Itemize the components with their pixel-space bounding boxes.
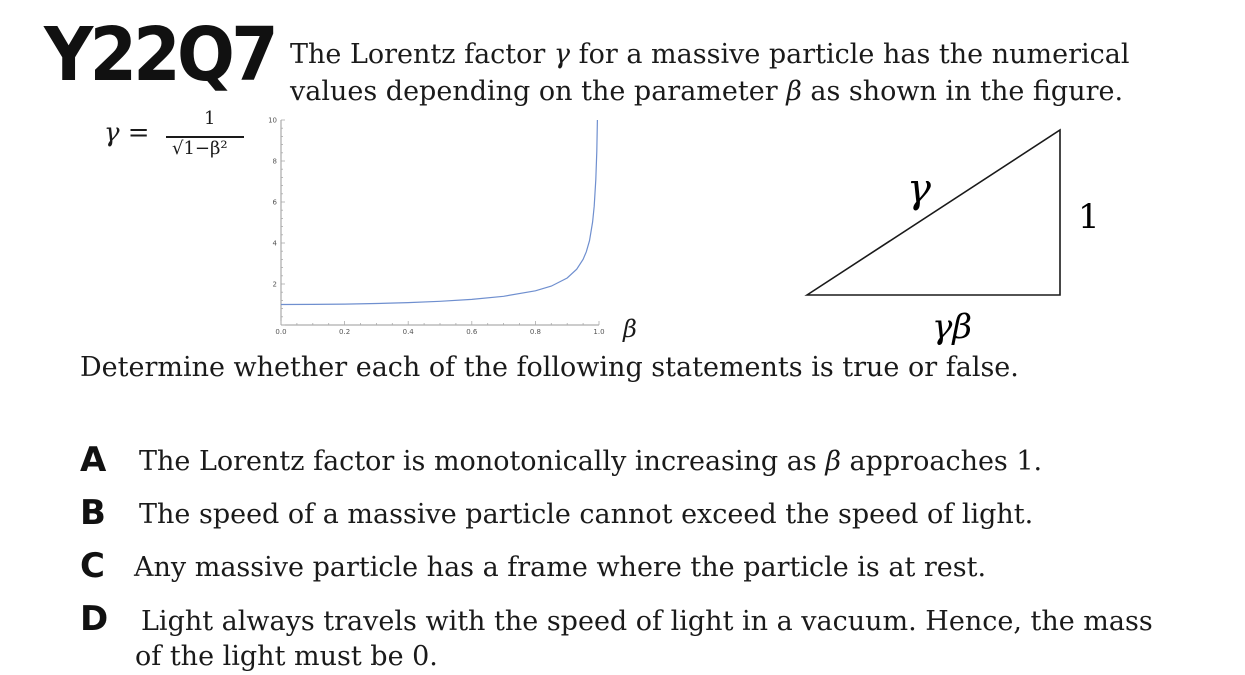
lorentz-curve <box>281 120 597 305</box>
formula-lhs: γ = <box>104 118 150 148</box>
formula-numerator: 1 <box>204 108 216 129</box>
intro-text-3: as shown in the figure. <box>801 76 1124 107</box>
option-a-text-1: The Lorentz factor is monotonically increasing as <box>139 446 826 477</box>
option-c-letter: C <box>80 546 105 586</box>
option-b <box>80 495 106 534</box>
lorentz-formula <box>104 108 254 170</box>
option-a-text <box>139 443 1042 480</box>
option-c-text: Any massive particle has a frame where the particle is at rest. <box>134 552 987 583</box>
option-d-line1: Light always travels with the speed of light in a vacuum. Hence, the mass <box>141 606 1153 637</box>
option-d <box>80 601 108 640</box>
y-tick-label: 4 <box>272 239 277 248</box>
option-b-text: The speed of a massive particle cannot exceed the speed of light. <box>139 499 1034 530</box>
beta-symbol: β <box>786 76 802 107</box>
x-axis-label: β <box>623 315 637 343</box>
instruction-text: Determine whether each of the following statements is true or false. <box>80 352 1019 383</box>
triangle-hypotenuse-label: γ <box>907 166 931 212</box>
option-d-line2: of the light must be 0. <box>135 641 438 672</box>
x-tick-label: 0.6 <box>466 328 478 336</box>
intro-text-1: The Lorentz factor <box>290 39 554 70</box>
triangle-vertical-label: 1 <box>1078 197 1100 237</box>
option-c <box>80 548 105 587</box>
intro-text-2: for a massive particle has the numerical values depending on the parameter <box>290 39 1130 107</box>
y-tick-label: 8 <box>272 157 277 166</box>
triangle-horizontal-label: γβ <box>932 307 972 347</box>
gamma-symbol: γ <box>553 39 571 70</box>
triangle-shape <box>807 130 1060 295</box>
option-a <box>80 442 106 481</box>
x-tick-label: 0.8 <box>529 328 541 336</box>
option-a-beta: β <box>825 446 841 477</box>
y-tick-label: 10 <box>268 116 277 125</box>
option-b-letter: B <box>80 493 106 533</box>
y-tick-label: 2 <box>272 280 277 289</box>
x-tick-label: 1.0 <box>593 328 605 336</box>
lorentz-factor-chart <box>260 110 660 345</box>
y-tick-label: 6 <box>272 198 277 207</box>
velocity-triangle <box>795 120 1115 350</box>
intro-paragraph <box>290 36 1220 110</box>
x-tick-label: 0.4 <box>402 328 414 336</box>
problem-code-logo: Y22Q7 <box>44 12 275 98</box>
option-d-letter: D <box>80 599 109 639</box>
x-tick-label: 0.0 <box>275 328 287 336</box>
option-a-letter: A <box>80 440 107 480</box>
x-tick-label: 0.2 <box>339 328 351 336</box>
option-a-text-2: approaches 1. <box>840 446 1043 477</box>
formula-denominator: √1−β² <box>172 138 228 159</box>
